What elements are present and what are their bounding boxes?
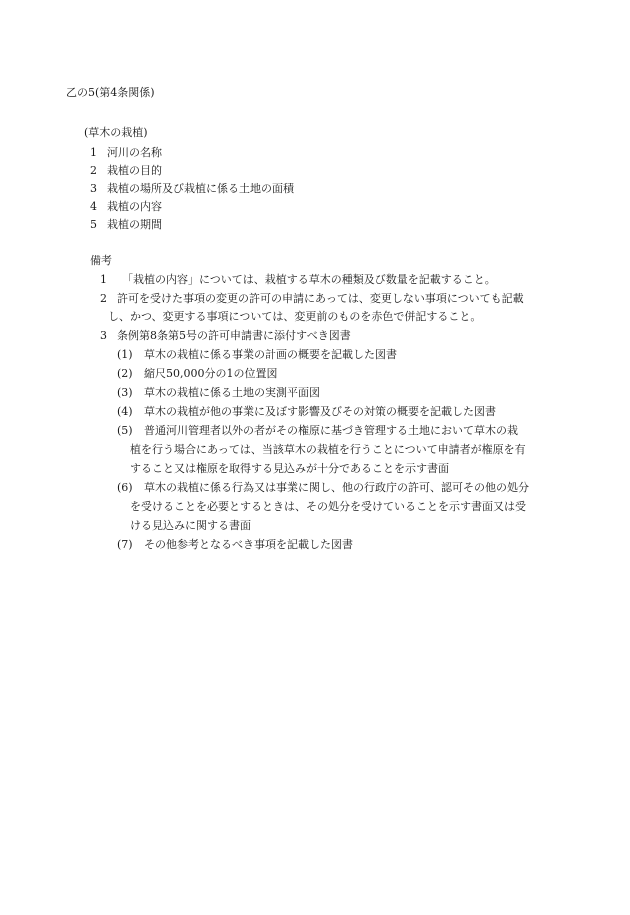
subitem-number: (4) bbox=[117, 405, 133, 418]
subitem-number: (6) bbox=[117, 481, 133, 494]
subitem-text-continued: を受けることを必要とするときは、その処分を受けていることを示す書面又は受 bbox=[130, 500, 526, 513]
subitem-text: 普通河川管理者以外の者がその権原に基づき管理する土地において草木の栽 bbox=[144, 424, 518, 437]
subitem-text: 草木の栽植に係る事業の計画の概要を記載した図書 bbox=[144, 348, 397, 361]
field-label: 河川の名称 bbox=[107, 146, 162, 159]
field-number: 4 bbox=[90, 200, 97, 213]
subitem-number: (1) bbox=[117, 348, 133, 361]
remark-number: 2 bbox=[100, 292, 107, 305]
field-label: 栽植の場所及び栽植に係る土地の面積 bbox=[107, 182, 294, 195]
field-number: 3 bbox=[90, 182, 97, 195]
remark-number: 1 bbox=[100, 273, 107, 286]
form-title: 乙の5(第4条関係) bbox=[66, 86, 155, 99]
subitem-number: (7) bbox=[117, 538, 133, 551]
section-heading: (草木の栽植) bbox=[84, 126, 148, 139]
subitem-text-continued: 植を行う場合にあっては、当該草木の栽植を行うことについて申請者が権原を有 bbox=[130, 443, 526, 456]
remark-text: 条例第8条第5号の許可申請書に添付すべき図書 bbox=[117, 329, 351, 342]
remark-number: 3 bbox=[100, 329, 107, 342]
subitem-number: (3) bbox=[117, 386, 133, 399]
subitem-text-continued: すること又は権原を取得する見込みが十分であることを示す書面 bbox=[130, 462, 449, 475]
field-label: 栽植の内容 bbox=[107, 200, 162, 213]
subitem-text-continued: ける見込みに関する書面 bbox=[130, 519, 251, 532]
remark-text: 「栽植の内容」については、栽植する草木の種類及び数量を記載すること。 bbox=[122, 273, 496, 286]
subitem-text: 草木の栽植に係る行為又は事業に関し、他の行政庁の許可、認可その他の処分 bbox=[144, 481, 529, 494]
remark-text-continued: し、かつ、変更する事項については、変更前のものを赤色で併記すること。 bbox=[108, 310, 482, 323]
field-number: 5 bbox=[90, 218, 97, 231]
subitem-text: 草木の栽植が他の事業に及ぼす影響及びその対策の概要を記載した図書 bbox=[144, 405, 496, 418]
field-label: 栽植の目的 bbox=[107, 164, 162, 177]
field-number: 2 bbox=[90, 164, 97, 177]
subitem-number: (2) bbox=[117, 367, 133, 380]
remark-text: 許可を受けた事項の変更の許可の申請にあっては、変更しない事項についても記載 bbox=[117, 292, 524, 305]
subitem-text: その他参考となるべき事項を記載した図書 bbox=[144, 538, 353, 551]
subitem-number: (5) bbox=[117, 424, 133, 437]
remarks-heading: 備考 bbox=[90, 254, 112, 267]
subitem-text: 縮尺50,000分の1の位置図 bbox=[144, 367, 278, 380]
subitem-text: 草木の栽植に係る土地の実測平面図 bbox=[144, 386, 320, 399]
field-label: 栽植の期間 bbox=[107, 218, 162, 231]
field-number: 1 bbox=[90, 146, 97, 159]
